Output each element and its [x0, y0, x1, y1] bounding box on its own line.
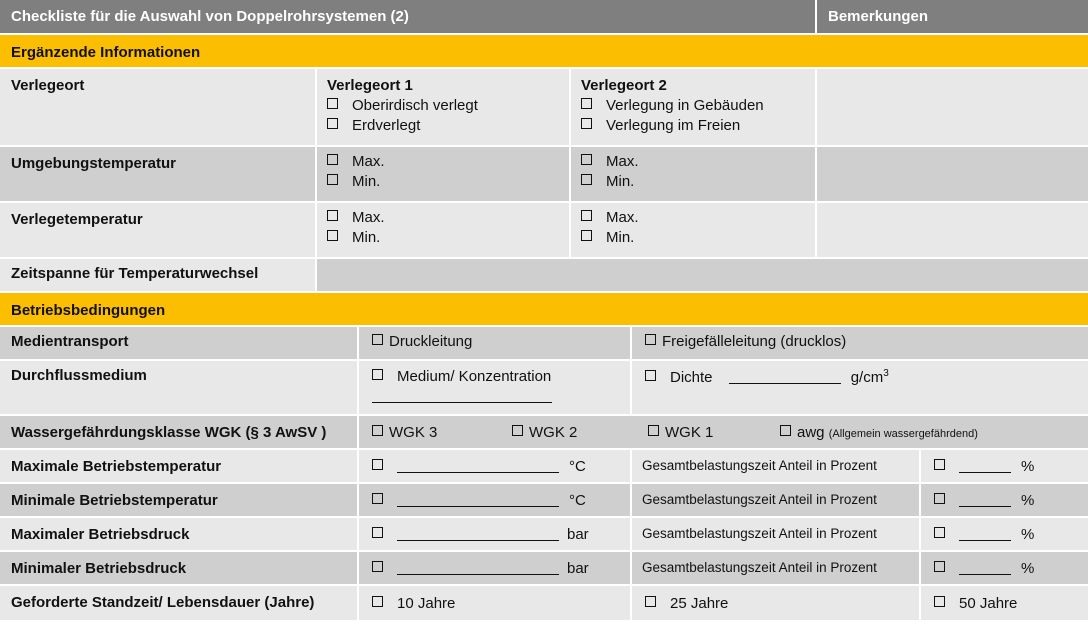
option-min[interactable]: Min.: [327, 228, 559, 248]
dichte-cell[interactable]: Dichte $g/cm^3$: [632, 361, 1088, 414]
section-betriebsbedingungen: Betriebsbedingungen: [0, 293, 1088, 325]
checkbox[interactable]: [512, 425, 523, 436]
medium-blank[interactable]: [372, 388, 552, 403]
option-25-jahre[interactable]: 25 Jahre: [632, 586, 919, 620]
checkbox[interactable]: [327, 154, 338, 165]
share-label: Gesamtbelastungszeit Anteil in Prozent: [632, 484, 919, 516]
checkbox[interactable]: [581, 98, 592, 109]
max-betriebstemperatur-value[interactable]: °C: [359, 450, 630, 482]
percent-blank[interactable]: [959, 526, 1011, 541]
checkbox[interactable]: [372, 369, 383, 380]
checkbox[interactable]: [934, 527, 945, 538]
share-value[interactable]: %: [921, 518, 1088, 550]
checkbox[interactable]: [581, 210, 592, 221]
option-in-gebaeuden[interactable]: Verlegung in Gebäuden: [581, 96, 805, 116]
checkbox[interactable]: [581, 174, 592, 185]
value-blank[interactable]: [397, 526, 559, 541]
checkbox[interactable]: [327, 118, 338, 129]
min-betriebsdruck-value[interactable]: bar: [359, 552, 630, 584]
table-title: Checkliste für die Auswahl von Doppelrohrsystemen (2): [0, 0, 815, 33]
wgk-options: [359, 416, 1088, 448]
option-wgk-1[interactable]: WGK 1: [648, 424, 713, 441]
verlegeort-2-title: Verlegeort 2: [581, 77, 667, 94]
option-max[interactable]: Max.: [581, 152, 805, 172]
verlegeort-1-title: Verlegeort 1: [327, 77, 413, 94]
share-label: Gesamtbelastungszeit Anteil in Prozent: [632, 518, 919, 550]
standzeit-label: Geforderte Standzeit/ Lebensdauer (Jahre): [0, 586, 357, 620]
option-min[interactable]: Min.: [327, 172, 559, 192]
option-im-freien[interactable]: Verlegung im Freien: [581, 116, 805, 136]
option-erdverlegt[interactable]: Erdverlegt: [327, 116, 559, 136]
remarks-header: Bemerkungen: [817, 0, 1088, 33]
section-ergaenzende-informationen: Ergänzende Informationen: [0, 35, 1088, 67]
option-wgk-2[interactable]: WGK 2: [512, 424, 577, 441]
umgebungstemperatur-2: [571, 147, 815, 201]
value-blank[interactable]: [397, 492, 559, 507]
checkbox[interactable]: [645, 334, 656, 345]
zeitspanne-label: Zeitspanne für Temperaturwechsel: [0, 259, 315, 291]
max-betriebsdruck-label: Maximaler Betriebsdruck: [0, 518, 357, 550]
checkbox[interactable]: [581, 230, 592, 241]
checkbox[interactable]: [645, 370, 656, 381]
checkbox[interactable]: [327, 230, 338, 241]
verlegeort-1-cell: [317, 69, 569, 145]
remarks-verlegetemperatur[interactable]: [817, 203, 1088, 257]
verlegeort-label: Verlegeort: [0, 69, 315, 145]
checkbox[interactable]: [780, 425, 791, 436]
min-betriebstemperatur-value[interactable]: °C: [359, 484, 630, 516]
checkbox[interactable]: [327, 98, 338, 109]
percent-blank[interactable]: [959, 458, 1011, 473]
zeitspanne-value[interactable]: [317, 259, 1088, 291]
option-druckleitung[interactable]: Druckleitung: [359, 327, 630, 359]
share-value[interactable]: %: [921, 552, 1088, 584]
remarks-umgebungstemperatur[interactable]: [817, 147, 1088, 201]
verlegetemperatur-1: [317, 203, 569, 257]
checkbox[interactable]: [372, 493, 383, 504]
option-wgk-3[interactable]: WGK 3: [372, 424, 437, 441]
min-betriebsdruck-label: Minimaler Betriebsdruck: [0, 552, 357, 584]
verlegetemperatur-label: Verlegetemperatur: [0, 203, 315, 257]
option-max[interactable]: Max.: [327, 208, 559, 228]
share-value[interactable]: %: [921, 450, 1088, 482]
checkbox[interactable]: [934, 459, 945, 470]
option-awg[interactable]: awg (Allgemein wassergefährdend): [780, 424, 978, 441]
checkbox[interactable]: [327, 210, 338, 221]
share-label: Gesamtbelastungszeit Anteil in Prozent: [632, 552, 919, 584]
checkbox[interactable]: [934, 596, 945, 607]
checkbox[interactable]: [372, 527, 383, 538]
value-blank[interactable]: [397, 458, 559, 473]
umgebungstemperatur-label: Umgebungstemperatur: [0, 147, 315, 201]
umgebungstemperatur-1: [317, 147, 569, 201]
option-min[interactable]: Min.: [581, 228, 805, 248]
value-blank[interactable]: [397, 560, 559, 575]
option-freigefaelleleitung[interactable]: Freigefälleleitung (drucklos): [632, 327, 1088, 359]
checkbox[interactable]: [327, 174, 338, 185]
min-betriebstemperatur-label: Minimale Betriebstemperatur: [0, 484, 357, 516]
option-10-jahre[interactable]: 10 Jahre: [359, 586, 630, 620]
checkbox[interactable]: [934, 493, 945, 504]
max-betriebstemperatur-label: Maximale Betriebstemperatur: [0, 450, 357, 482]
option-oberirdisch[interactable]: Oberirdisch verlegt: [327, 96, 559, 116]
checkbox[interactable]: [581, 154, 592, 165]
percent-blank[interactable]: [959, 560, 1011, 575]
option-max[interactable]: Max.: [581, 208, 805, 228]
option-min[interactable]: Min.: [581, 172, 805, 192]
share-label: Gesamtbelastungszeit Anteil in Prozent: [632, 450, 919, 482]
share-value[interactable]: %: [921, 484, 1088, 516]
option-50-jahre[interactable]: 50 Jahre: [921, 586, 1088, 620]
medium-konzentration-cell[interactable]: Medium/ Konzentration: [359, 361, 630, 414]
checkbox[interactable]: [372, 561, 383, 572]
remarks-verlegeort[interactable]: [817, 69, 1088, 145]
checkbox[interactable]: [372, 596, 383, 607]
max-betriebsdruck-value[interactable]: bar: [359, 518, 630, 550]
wgk-label: Wassergefährdungsklasse WGK (§ 3 AwSV ): [0, 416, 357, 448]
checkbox[interactable]: [372, 459, 383, 470]
durchflussmedium-label: Durchflussmedium: [0, 361, 357, 414]
dichte-blank[interactable]: [729, 369, 841, 384]
verlegetemperatur-2: [571, 203, 815, 257]
checkbox[interactable]: [372, 334, 383, 345]
verlegeort-2-cell: [571, 69, 815, 145]
checkbox[interactable]: [934, 561, 945, 572]
checkbox[interactable]: [372, 425, 383, 436]
checkbox[interactable]: [648, 425, 659, 436]
checkbox[interactable]: [581, 118, 592, 129]
option-max[interactable]: Max.: [327, 152, 559, 172]
medientransport-label: Medientransport: [0, 327, 357, 359]
percent-blank[interactable]: [959, 492, 1011, 507]
checkbox[interactable]: [645, 596, 656, 607]
